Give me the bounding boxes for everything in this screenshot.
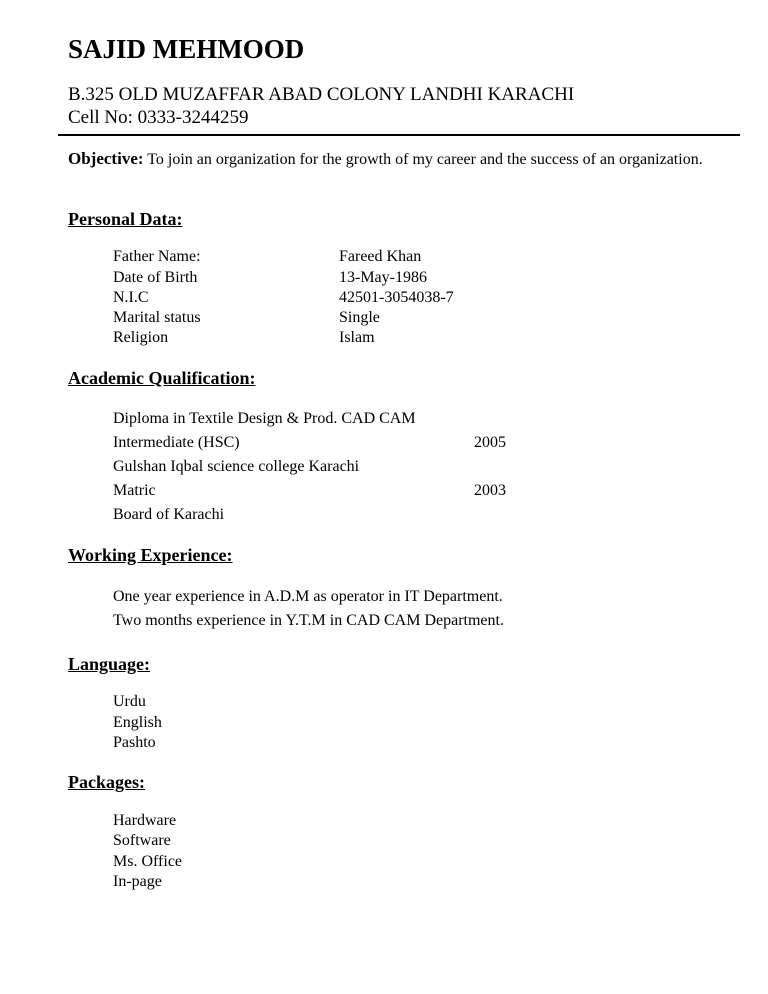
academic-heading: Academic Qualification: bbox=[68, 368, 256, 388]
personal-label: Marital status bbox=[113, 309, 201, 326]
package-item: In-page bbox=[113, 873, 162, 890]
academic-item: Matric bbox=[113, 482, 156, 499]
personal-label: N.I.C bbox=[113, 289, 149, 306]
personal-label: Religion bbox=[113, 329, 169, 346]
academic-year: 2003 bbox=[474, 482, 506, 499]
package-item: Hardware bbox=[113, 812, 177, 829]
address-line: B.325 OLD MUZAFFAR ABAD COLONY LANDHI KARACHI bbox=[68, 84, 575, 105]
academic-item: Diploma in Textile Design & Prod. CAD CAM bbox=[113, 410, 416, 427]
language-item: Urdu bbox=[113, 693, 146, 710]
personal-data-heading: Personal Data: bbox=[68, 209, 183, 229]
personal-value: 13-May-1986 bbox=[339, 269, 427, 286]
experience-item: One year experience in A.D.M as operator in IT Department. bbox=[113, 588, 503, 605]
objective-text: To join an organization for the growth of my career and the success of an organization. bbox=[147, 151, 703, 168]
personal-value: 42501-3054038-7 bbox=[339, 289, 454, 306]
cell-number: Cell No: 0333-3244259 bbox=[68, 107, 249, 128]
academic-item: Intermediate (HSC) bbox=[113, 434, 240, 451]
personal-value: Islam bbox=[339, 329, 375, 346]
experience-item: Two months experience in Y.T.M in CAD CAM Department. bbox=[113, 612, 504, 629]
package-item: Software bbox=[113, 832, 171, 849]
personal-label: Date of Birth bbox=[113, 269, 198, 286]
package-item: Ms. Office bbox=[113, 853, 183, 870]
candidate-name: SAJID MEHMOOD bbox=[68, 34, 305, 64]
header-divider bbox=[58, 134, 740, 136]
objective-section bbox=[68, 148, 718, 171]
language-item: Pashto bbox=[113, 734, 156, 751]
packages-heading: Packages: bbox=[68, 772, 145, 792]
academic-item: Board of Karachi bbox=[113, 506, 225, 523]
language-heading: Language: bbox=[68, 654, 151, 674]
language-item: English bbox=[113, 714, 162, 731]
academic-year: 2005 bbox=[474, 434, 506, 451]
personal-label: Father Name: bbox=[113, 248, 201, 265]
personal-value: Single bbox=[339, 309, 380, 326]
experience-heading: Working Experience: bbox=[68, 545, 233, 565]
objective-label: Objective: bbox=[68, 149, 144, 168]
personal-value: Fareed Khan bbox=[339, 248, 422, 265]
academic-item: Gulshan Iqbal science college Karachi bbox=[113, 458, 360, 475]
